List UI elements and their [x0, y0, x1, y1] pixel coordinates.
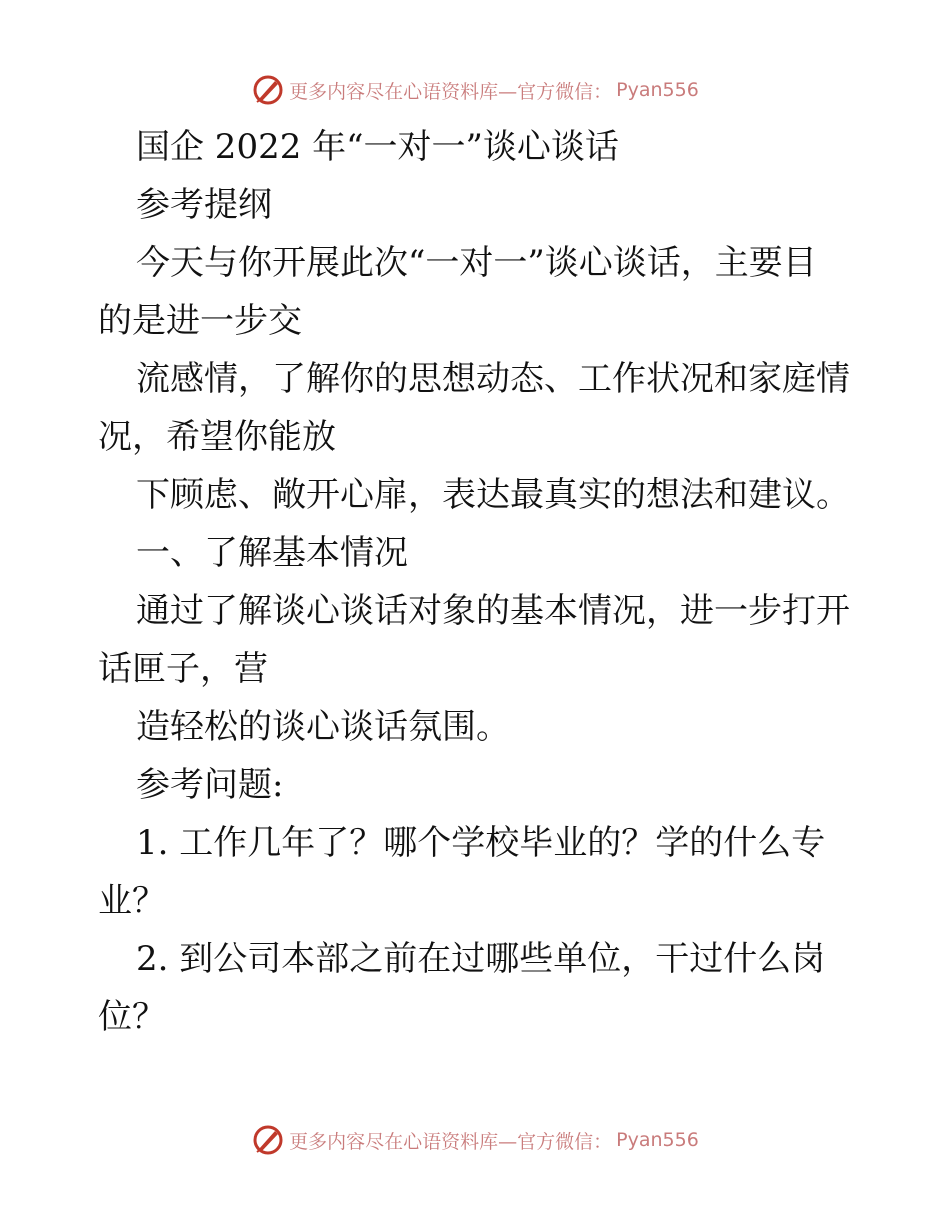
header-banner [0, 70, 950, 110]
banner-text: 更多内容尽在心语资料库—官方微信： [289, 1130, 613, 1153]
paragraph-line: 造轻松的谈心谈话氛围。 [136, 707, 510, 747]
paragraph-line: 下顾虑、敞开心扉，表达最真实的想法和建议。 [136, 475, 850, 515]
paragraph-line: 流感情，了解你的思想动态、工作状况和家庭情 [136, 359, 850, 399]
quill-circle-logo-icon [251, 73, 285, 107]
question-item: 1. 工作几年了？哪个学校毕业的？学的什么专 [136, 823, 826, 863]
paragraph-line: 况，希望你能放 [98, 417, 336, 457]
banner-wechat-id: Pyan556 [616, 1129, 699, 1151]
footer-banner [0, 1120, 950, 1160]
banner-wechat-id: Pyan556 [616, 79, 699, 101]
question-item: 2. 到公司本部之前在过哪些单位，干过什么岗 [136, 939, 826, 979]
document-title: 国企 2022 年“一对一”谈心谈话 [136, 127, 619, 167]
section-heading: 一、了解基本情况 [136, 533, 408, 573]
quill-circle-logo-icon [251, 1123, 285, 1157]
paragraph-line: 通过了解谈心谈话对象的基本情况，进一步打开 [136, 591, 850, 631]
paragraph-line: 话匣子，营 [98, 649, 268, 689]
paragraph-line: 今天与你开展此次“一对一”谈心谈话，主要目 [136, 243, 817, 283]
questions-heading: 参考问题: [136, 765, 284, 805]
document-subtitle: 参考提纲 [136, 185, 272, 225]
question-item-continuation: 业？ [98, 881, 166, 921]
document-body [98, 118, 858, 1046]
question-item-continuation: 位？ [98, 997, 166, 1037]
banner-text: 更多内容尽在心语资料库—官方微信： [289, 80, 613, 103]
paragraph-line: 的是进一步交 [98, 301, 302, 341]
